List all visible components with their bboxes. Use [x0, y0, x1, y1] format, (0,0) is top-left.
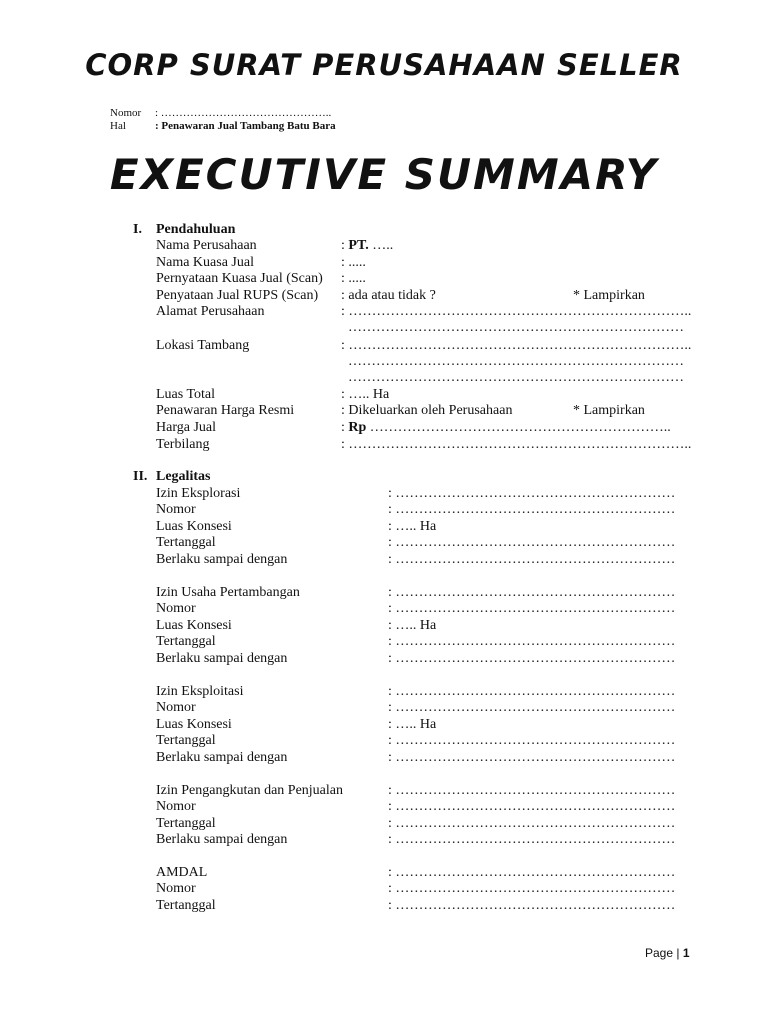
- row-value: [341, 288, 436, 304]
- row-label: Izin Pengangkutan dan Penjualan: [156, 783, 344, 798]
- row-value-rest: …..: [368, 238, 394, 253]
- row-value-prefix: : .....: [341, 271, 366, 286]
- row-label: Luas Konsesi: [156, 716, 232, 732]
- row-label: Izin Usaha Pertambangan: [156, 585, 300, 600]
- row-label: Tertanggal: [156, 733, 216, 749]
- row-label: Lokasi Tambang: [156, 338, 250, 353]
- row-value-bold: Rp: [348, 420, 367, 435]
- page-label: Page: [645, 946, 674, 960]
- row-value-prefix: : ………………………………………………………………..: [341, 338, 692, 353]
- row-label: Tertanggal: [156, 815, 216, 831]
- row-value: : ….. Ha: [388, 518, 437, 534]
- row-label: Harga Jual: [156, 420, 216, 435]
- row-label: Luas Konsesi: [156, 617, 232, 633]
- section2-numeral: II.: [133, 469, 148, 484]
- row-label: Luas Konsesi: [156, 518, 232, 534]
- row-value-prefix: : ….. Ha: [341, 387, 390, 402]
- row-value: : ……………………………………………………: [388, 601, 676, 617]
- row-value: [341, 320, 684, 336]
- row-value: [341, 338, 691, 354]
- row-value-prefix: :: [341, 238, 349, 253]
- row-value: : ……………………………………………………: [388, 700, 676, 716]
- row-value: : ……………………………………………………: [388, 634, 676, 650]
- hal-label: Hal: [110, 120, 126, 132]
- row-value-prefix: : ada atau tidak ?: [341, 288, 436, 303]
- row-value: : ……………………………………………………: [388, 650, 676, 666]
- row-label: Nomor: [156, 502, 196, 518]
- row-value-prefix: : ………………………………………………………………..: [341, 437, 692, 452]
- row-label: Nomor: [156, 799, 196, 815]
- row-label: Nomor: [156, 601, 196, 617]
- page-separator: |: [676, 946, 680, 960]
- page-number: 1: [682, 946, 690, 960]
- row-value-rest: ………………………………………………………..: [366, 420, 671, 435]
- row-value: : ……………………………………………………: [388, 749, 676, 765]
- row-label: Alamat Perusahaan: [156, 304, 265, 319]
- document-title: EXECUTIVE SUMMARY: [109, 150, 659, 199]
- row-value: : ……………………………………………………: [388, 733, 676, 749]
- page-footer: [645, 946, 690, 960]
- section1-heading: Pendahuluan: [156, 222, 236, 237]
- hal-value: : Penawaran Jual Tambang Batu Bara: [155, 120, 336, 132]
- row-label: Izin Eksploitasi: [156, 684, 244, 699]
- row-label: Berlaku sampai dengan: [156, 551, 288, 567]
- row-value: : ….. Ha: [388, 716, 437, 732]
- row-label: Tertanggal: [156, 535, 216, 551]
- row-label: Penyataan Jual RUPS (Scan): [156, 288, 319, 303]
- row-value: : ……………………………………………………: [388, 832, 676, 848]
- row-label: Berlaku sampai dengan: [156, 650, 288, 666]
- row-value: : ……………………………………………………: [388, 486, 676, 501]
- row-label: Nama Kuasa Jual: [156, 255, 254, 270]
- row-note: * Lampirkan: [573, 288, 645, 303]
- row-value: [341, 403, 512, 419]
- row-value: [341, 304, 691, 320]
- row-label: Tertanggal: [156, 897, 216, 913]
- row-label: Nomor: [156, 881, 196, 897]
- row-label: Tertanggal: [156, 634, 216, 650]
- row-note: * Lampirkan: [573, 403, 645, 418]
- row-value-prefix: : .....: [341, 255, 366, 270]
- company-title: CORP SURAT PERUSAHAAN SELLER: [85, 48, 683, 82]
- row-value: : ……………………………………………………: [388, 535, 676, 551]
- row-value: : ……………………………………………………: [388, 815, 676, 831]
- row-value: [341, 271, 366, 287]
- row-value: [341, 387, 389, 403]
- row-value: : ……………………………………………………: [388, 551, 676, 567]
- row-value: [341, 420, 671, 436]
- row-value: [341, 437, 691, 453]
- row-label: Nama Perusahaan: [156, 238, 257, 253]
- section2-heading: Legalitas: [156, 469, 211, 484]
- row-value: : ……………………………………………………: [388, 684, 676, 699]
- row-value: [341, 255, 366, 271]
- row-value: [341, 238, 393, 254]
- row-value: : ……………………………………………………: [388, 799, 676, 815]
- row-label: Izin Eksplorasi: [156, 486, 241, 501]
- row-value: : ……………………………………………………: [388, 865, 676, 880]
- row-label: Berlaku sampai dengan: [156, 832, 288, 848]
- row-value-bold: PT.: [348, 238, 369, 253]
- row-value-prefix: ………………………………………………………………: [341, 320, 684, 335]
- row-value: [341, 370, 684, 386]
- row-value-prefix: :: [341, 420, 349, 435]
- row-value: : ….. Ha: [388, 617, 437, 633]
- row-value-prefix: ………………………………………………………………: [341, 354, 684, 369]
- row-value: : ……………………………………………………: [388, 585, 676, 600]
- row-label: Pernyataan Kuasa Jual (Scan): [156, 271, 323, 286]
- row-value-prefix: : ………………………………………………………………..: [341, 304, 692, 319]
- row-value: : ……………………………………………………: [388, 502, 676, 518]
- row-value: : ……………………………………………………: [388, 881, 676, 897]
- nomor-label: Nomor: [110, 107, 142, 119]
- row-value-prefix: ………………………………………………………………: [341, 370, 684, 385]
- row-value: : ……………………………………………………: [388, 897, 676, 913]
- row-value: [341, 354, 684, 370]
- row-label: Terbilang: [156, 437, 210, 452]
- row-label: Luas Total: [156, 387, 216, 402]
- row-value: : ……………………………………………………: [388, 783, 676, 798]
- row-label: AMDAL: [156, 865, 208, 880]
- row-label: Penawaran Harga Resmi: [156, 403, 295, 418]
- row-label: Berlaku sampai dengan: [156, 749, 288, 765]
- row-label: Nomor: [156, 700, 196, 716]
- nomor-value: : ………………………………………..: [155, 107, 332, 119]
- row-value-prefix: : Dikeluarkan oleh Perusahaan: [341, 403, 513, 418]
- section1-numeral: I.: [133, 222, 142, 237]
